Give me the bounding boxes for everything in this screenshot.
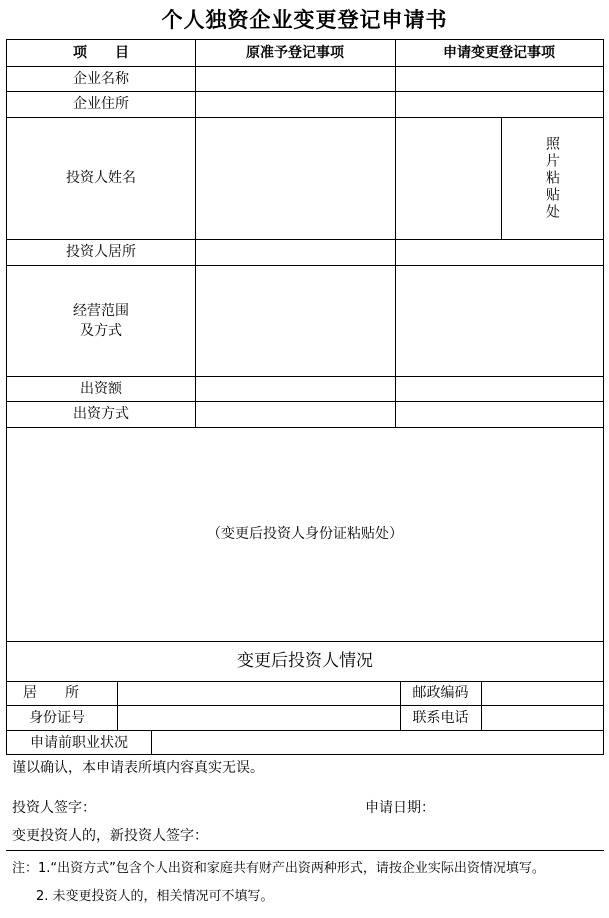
business-scope-line1: 经营范围: [73, 302, 129, 319]
id-card-paste-area[interactable]: [7, 427, 603, 641]
business-scope-line2: 及方式: [80, 322, 122, 339]
change-business-scope-field[interactable]: [396, 266, 603, 376]
change-capital-method-field[interactable]: [396, 402, 603, 427]
phone-field[interactable]: [482, 706, 603, 730]
label-enterprise-address: 企业住所: [73, 96, 129, 112]
application-form: [6, 39, 604, 755]
new-investor-signature-label: 变更投资人的，新投资人签字：: [12, 828, 208, 844]
label-investor-name: 投资人姓名: [66, 170, 136, 186]
investor-signature-label: 投资人签字：: [12, 800, 96, 816]
photo-area[interactable]: [501, 117, 603, 239]
after-change-heading: 变更后投资人情况: [237, 651, 373, 671]
label-id-number: 身份证号: [29, 709, 85, 726]
change-investor-residence-field[interactable]: [396, 240, 603, 265]
note-1: 注：1.“出资方式”包含个人出资和家庭共有财产出资两种形式，请按企业实际出资情况填写。: [12, 861, 545, 876]
postal-code-field[interactable]: [482, 682, 603, 705]
id-number-field[interactable]: [118, 706, 400, 730]
original-business-scope-field[interactable]: [196, 266, 395, 376]
label-residence: 居 所: [23, 685, 79, 701]
change-enterprise-name-field[interactable]: [396, 67, 603, 91]
label-capital-method: 出资方式: [73, 406, 129, 422]
label-capital-amount: 出资额: [80, 380, 122, 397]
header-item: 项 目: [73, 45, 129, 61]
original-enterprise-name-field[interactable]: [196, 67, 395, 91]
original-capital-amount-field[interactable]: [196, 377, 395, 401]
change-capital-amount-field[interactable]: [396, 377, 603, 401]
prior-job-field[interactable]: [152, 731, 603, 755]
header-original: 原准予登记事项: [246, 45, 344, 61]
label-enterprise-name: 企业名称: [73, 70, 129, 87]
apply-date-label: 申请日期：: [365, 800, 435, 816]
label-postal-code: 邮政编码: [412, 685, 469, 701]
divider-line: [6, 850, 604, 851]
label-investor-residence: 投资人居所: [66, 244, 136, 260]
id-card-paste-label: （变更后投资人身份证粘贴处）: [207, 526, 403, 542]
residence-field[interactable]: [118, 682, 400, 705]
change-investor-name-field[interactable]: [396, 118, 501, 239]
header-change: 申请变更登记事项: [443, 45, 555, 61]
original-investor-residence-field[interactable]: [196, 240, 395, 265]
label-phone: 联系电话: [412, 709, 469, 726]
note-2: 2. 未变更投资人的，相关情况可不填写。: [36, 889, 274, 904]
confirm-statement: 谨以确认，本申请表所填内容真实无误。: [12, 760, 264, 776]
original-investor-name-field[interactable]: [196, 118, 395, 239]
label-business-scope: [7, 265, 195, 376]
label-prior-job: 申请前职业状况: [30, 734, 128, 751]
page-title: 个人独资企业变更登记申请书: [161, 8, 448, 32]
original-capital-method-field[interactable]: [196, 402, 395, 427]
original-enterprise-address-field[interactable]: [196, 92, 395, 117]
change-enterprise-address-field[interactable]: [396, 92, 603, 117]
photo-label: 照片粘贴处: [544, 135, 560, 221]
